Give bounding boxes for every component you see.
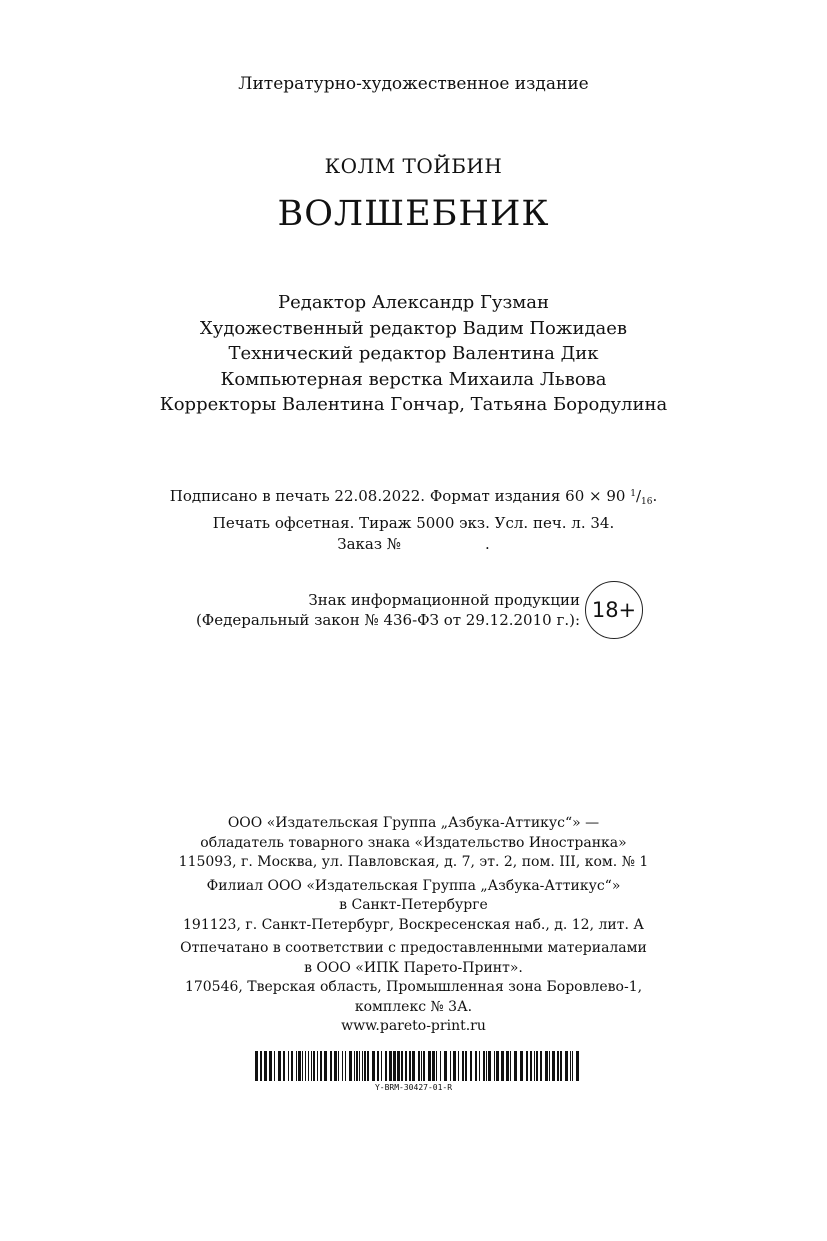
barcode-bar (342, 1051, 343, 1081)
imprint-format: Подписано в печать 22.08.2022. Формат издания 60 × 90 (169, 487, 631, 505)
barcode-bar (560, 1051, 562, 1081)
barcode-bar (510, 1051, 511, 1081)
barcode-bar (367, 1051, 369, 1081)
publisher-line: 191123, г. Санкт-Петербург, Воскресенская наб., д. 12, лит. А (183, 916, 644, 933)
barcode-bar (334, 1051, 337, 1081)
barcode-bar (389, 1051, 392, 1081)
barcode-bar (381, 1051, 382, 1081)
barcode-bar (545, 1051, 548, 1081)
barcode-bar (345, 1051, 346, 1081)
barcode-bar (423, 1051, 425, 1081)
printer-line: в ООО «ИПК Парето-Принт». (304, 959, 523, 976)
credit-line: Художественный редактор Вадим Пожидаев (199, 317, 628, 339)
order-label: Заказ № (337, 535, 401, 553)
publisher-line: 115093, г. Москва, ул. Павловская, д. 7, эт. 2, пом. III, ком. № 1 (178, 854, 649, 870)
barcode-bar (278, 1051, 281, 1081)
barcode-bar (330, 1051, 332, 1081)
barcode-bar (418, 1051, 420, 1081)
book-title: ВОЛШЕБНИК (277, 194, 550, 234)
barcode-bar (317, 1051, 318, 1081)
barcode-bar (264, 1051, 267, 1081)
barcode-bar (421, 1051, 422, 1081)
barcode-bar (412, 1051, 415, 1081)
barcode-bar (506, 1051, 509, 1081)
barcode-bar (260, 1051, 262, 1081)
barcode-bar (565, 1051, 568, 1081)
credit-line: Корректоры Валентина Гончар, Татьяна Бородулина (159, 394, 668, 415)
barcode (255, 1051, 585, 1081)
barcode-bar (349, 1051, 352, 1081)
barcode-bar (362, 1051, 363, 1081)
info-product-sign (180, 590, 580, 630)
barcode-bar (475, 1051, 477, 1081)
order-end: . (484, 535, 490, 553)
barcode-bar (409, 1051, 411, 1081)
barcode-bar (377, 1051, 379, 1081)
barcode-bar (405, 1051, 407, 1081)
barcode-bar (356, 1051, 358, 1081)
barcode-bar (338, 1051, 339, 1081)
barcode-bar (570, 1051, 571, 1081)
imprint-line-1: Подписано в печать 22.08.2022. Формат издания 60 × 90 $^1/_{16}$. (169, 487, 658, 507)
barcode-bar (359, 1051, 360, 1081)
credit-line: Редактор Александр Гузман (277, 292, 550, 313)
barcode-bar (520, 1051, 523, 1081)
imprint-line-2: Печать офсетная. Тираж 5000 экз. Усл. печ. л. 34. (212, 514, 615, 532)
barcode-bar (576, 1051, 579, 1081)
barcode-bar (440, 1051, 441, 1081)
barcode-bar (552, 1051, 555, 1081)
barcode-bar (465, 1051, 467, 1081)
barcode-bar (526, 1051, 528, 1081)
publisher-block-printer (0, 939, 827, 1037)
barcode-bar (298, 1051, 301, 1081)
barcode-bar (534, 1051, 535, 1081)
barcode-bar (536, 1051, 538, 1081)
barcode-bar (393, 1051, 396, 1081)
publisher-line: ООО «Издательская Группа „Азбука-Аттикус“» — (227, 815, 600, 831)
barcode-bar (401, 1051, 403, 1081)
barcode-bar (269, 1051, 272, 1081)
barcode-bar (283, 1051, 285, 1081)
barcode-bar (488, 1051, 491, 1081)
barcode-bar (305, 1051, 306, 1081)
barcode-bar (530, 1051, 532, 1081)
barcode-code: Y-BRM-30427-01-R (374, 1083, 453, 1092)
imprint-order (0, 534, 827, 555)
barcode-bar (324, 1051, 327, 1081)
barcode-bar (313, 1051, 315, 1081)
barcode-bar (372, 1051, 375, 1081)
info-sign-line-2: (Федеральный закон № 436-ФЗ от 29.12.2010 г.): (195, 611, 580, 629)
barcode-bar (453, 1051, 456, 1081)
printer-line: комплекс № 3А. (354, 998, 473, 1015)
barcode-bar (255, 1051, 258, 1081)
publisher-line: обладатель товарного знака «Издательство Иностранка» (200, 834, 627, 851)
barcode-bar (432, 1051, 435, 1081)
barcode-bar (385, 1051, 387, 1081)
barcode-bar (470, 1051, 472, 1081)
barcode-bar (572, 1051, 573, 1081)
barcode-bar (549, 1051, 550, 1081)
barcode-bar (397, 1051, 400, 1081)
barcode-bar (450, 1051, 451, 1081)
edition-type: Литературно-художественное издание (238, 74, 589, 94)
barcode-bar (308, 1051, 309, 1081)
barcode-bar (444, 1051, 447, 1081)
barcode-bar (486, 1051, 487, 1081)
printer-website: www.pareto-print.ru (341, 1018, 486, 1034)
barcode-bar (354, 1051, 355, 1081)
barcode-bar (320, 1051, 322, 1081)
barcode-bar (514, 1051, 517, 1081)
barcode-bar (557, 1051, 559, 1081)
barcode-bar (494, 1051, 495, 1081)
printer-line: Отпечатано в соответствии с предоставленными материалами (180, 940, 647, 956)
barcode-bars (255, 1051, 581, 1081)
imprint-line-1-end: . (652, 487, 658, 505)
barcode-bar (291, 1051, 293, 1081)
publisher-line: в Санкт-Петербурге (339, 897, 488, 913)
publisher-block-main (0, 814, 827, 873)
barcode-bar (496, 1051, 499, 1081)
barcode-bar (501, 1051, 504, 1081)
barcode-bar (364, 1051, 366, 1081)
credits-list (0, 290, 827, 418)
barcode-bar (540, 1051, 542, 1081)
barcode-bar (311, 1051, 312, 1081)
printer-line: 170546, Тверская область, Промышленная зона Боровлево-1, (184, 979, 643, 995)
barcode-bar (436, 1051, 437, 1081)
publisher-line: Филиал ООО «Издательская Группа „Азбука-Аттикус“» (206, 877, 621, 894)
age-rating-badge: 18+ (585, 581, 643, 639)
author-name: КОЛМ ТОЙБИН (324, 154, 503, 178)
barcode-bar (288, 1051, 289, 1081)
barcode-bar (274, 1051, 275, 1081)
fraction-numerator: 1 (630, 489, 636, 499)
barcode-bar (428, 1051, 431, 1081)
fraction-denominator: 16 (641, 497, 653, 507)
publisher-block-branch (0, 877, 827, 936)
credit-line: Компьютерная верстка Михаила Львова (220, 368, 607, 390)
barcode-bar (296, 1051, 297, 1081)
info-sign-line-1: Знак информационной продукции (308, 591, 580, 609)
barcode-bar (462, 1051, 464, 1081)
barcode-bar (458, 1051, 459, 1081)
barcode-bar (302, 1051, 303, 1081)
print-imprint (0, 484, 827, 555)
credit-line: Технический редактор Валентина Дик (228, 343, 599, 364)
barcode-bar (483, 1051, 485, 1081)
publisher-info (0, 814, 827, 1041)
barcode-bar (479, 1051, 480, 1081)
